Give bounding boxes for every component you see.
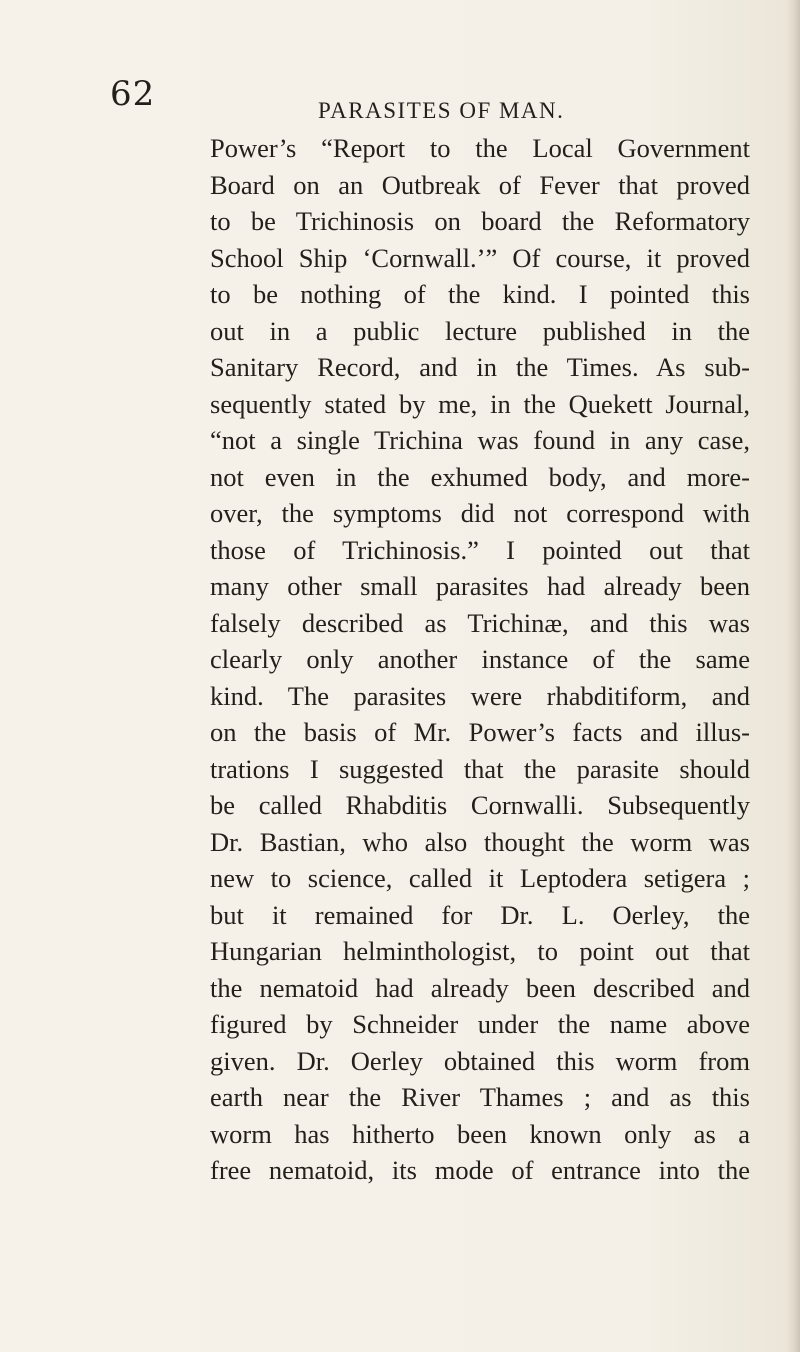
text-line: not even in the exhumed body, and more- xyxy=(210,461,750,492)
body-paragraph xyxy=(210,130,750,1189)
running-head: PARASITES OF MAN. xyxy=(318,98,565,123)
text-line: but it remained for Dr. L. Oerley, the xyxy=(210,899,750,930)
text-line: falsely described as Trichinæ, and this was xyxy=(210,607,750,638)
text-line: School Ship ‘Cornwall.’” Of course, it proved xyxy=(210,242,750,273)
page-number: 62 xyxy=(110,74,156,114)
text-line: figured by Schneider under the name above xyxy=(210,1009,750,1039)
text-line: Hungarian helminthologist, to point out that xyxy=(210,936,750,966)
text-line: over, the symptoms did not correspond with xyxy=(210,498,750,528)
text-line: many other small parasites had already been xyxy=(210,571,750,601)
text-line: out in a public lecture published in the xyxy=(210,315,750,346)
text-line: the nematoid had already been described and xyxy=(210,972,750,1003)
text-line: clearly only another instance of the same xyxy=(210,644,750,674)
text-line: given. Dr. Oerley obtained this worm from xyxy=(210,1045,750,1076)
text-line: Board on an Outbreak of Fever that proved xyxy=(210,169,750,200)
text-line: earth near the River Thames ; and as this xyxy=(210,1082,750,1112)
page-edge-shadow xyxy=(786,0,800,1352)
text-line: those of Trichinosis.” I pointed out that xyxy=(210,534,750,565)
text-line: worm has hitherto been known only as a xyxy=(210,1118,750,1149)
text-line: “not a single Trichina was found in any case, xyxy=(210,425,750,455)
text-line: Dr. Bastian, who also thought the worm was xyxy=(210,826,750,857)
text-line: to be nothing of the kind. I pointed this xyxy=(210,279,750,309)
text-line: on the basis of Mr. Power’s facts and illus- xyxy=(210,717,750,747)
text-line: be called Rhabditis Cornwalli. Subsequently xyxy=(210,790,750,820)
text-line: new to science, called it Leptodera setigera ; xyxy=(210,863,750,893)
text-line: to be Trichinosis on board the Reformatory xyxy=(210,206,750,236)
text-line: trations I suggested that the parasite should xyxy=(210,753,750,784)
text-line: kind. The parasites were rhabditiform, and xyxy=(210,680,750,711)
text-line: Power’s “Report to the Local Government xyxy=(210,133,750,163)
text-line: sequently stated by me, in the Quekett Journal, xyxy=(210,388,750,419)
text-line: free nematoid, its mode of entrance into the xyxy=(210,1155,750,1185)
text-line: Sanitary Record, and in the Times. As sub- xyxy=(210,352,750,382)
